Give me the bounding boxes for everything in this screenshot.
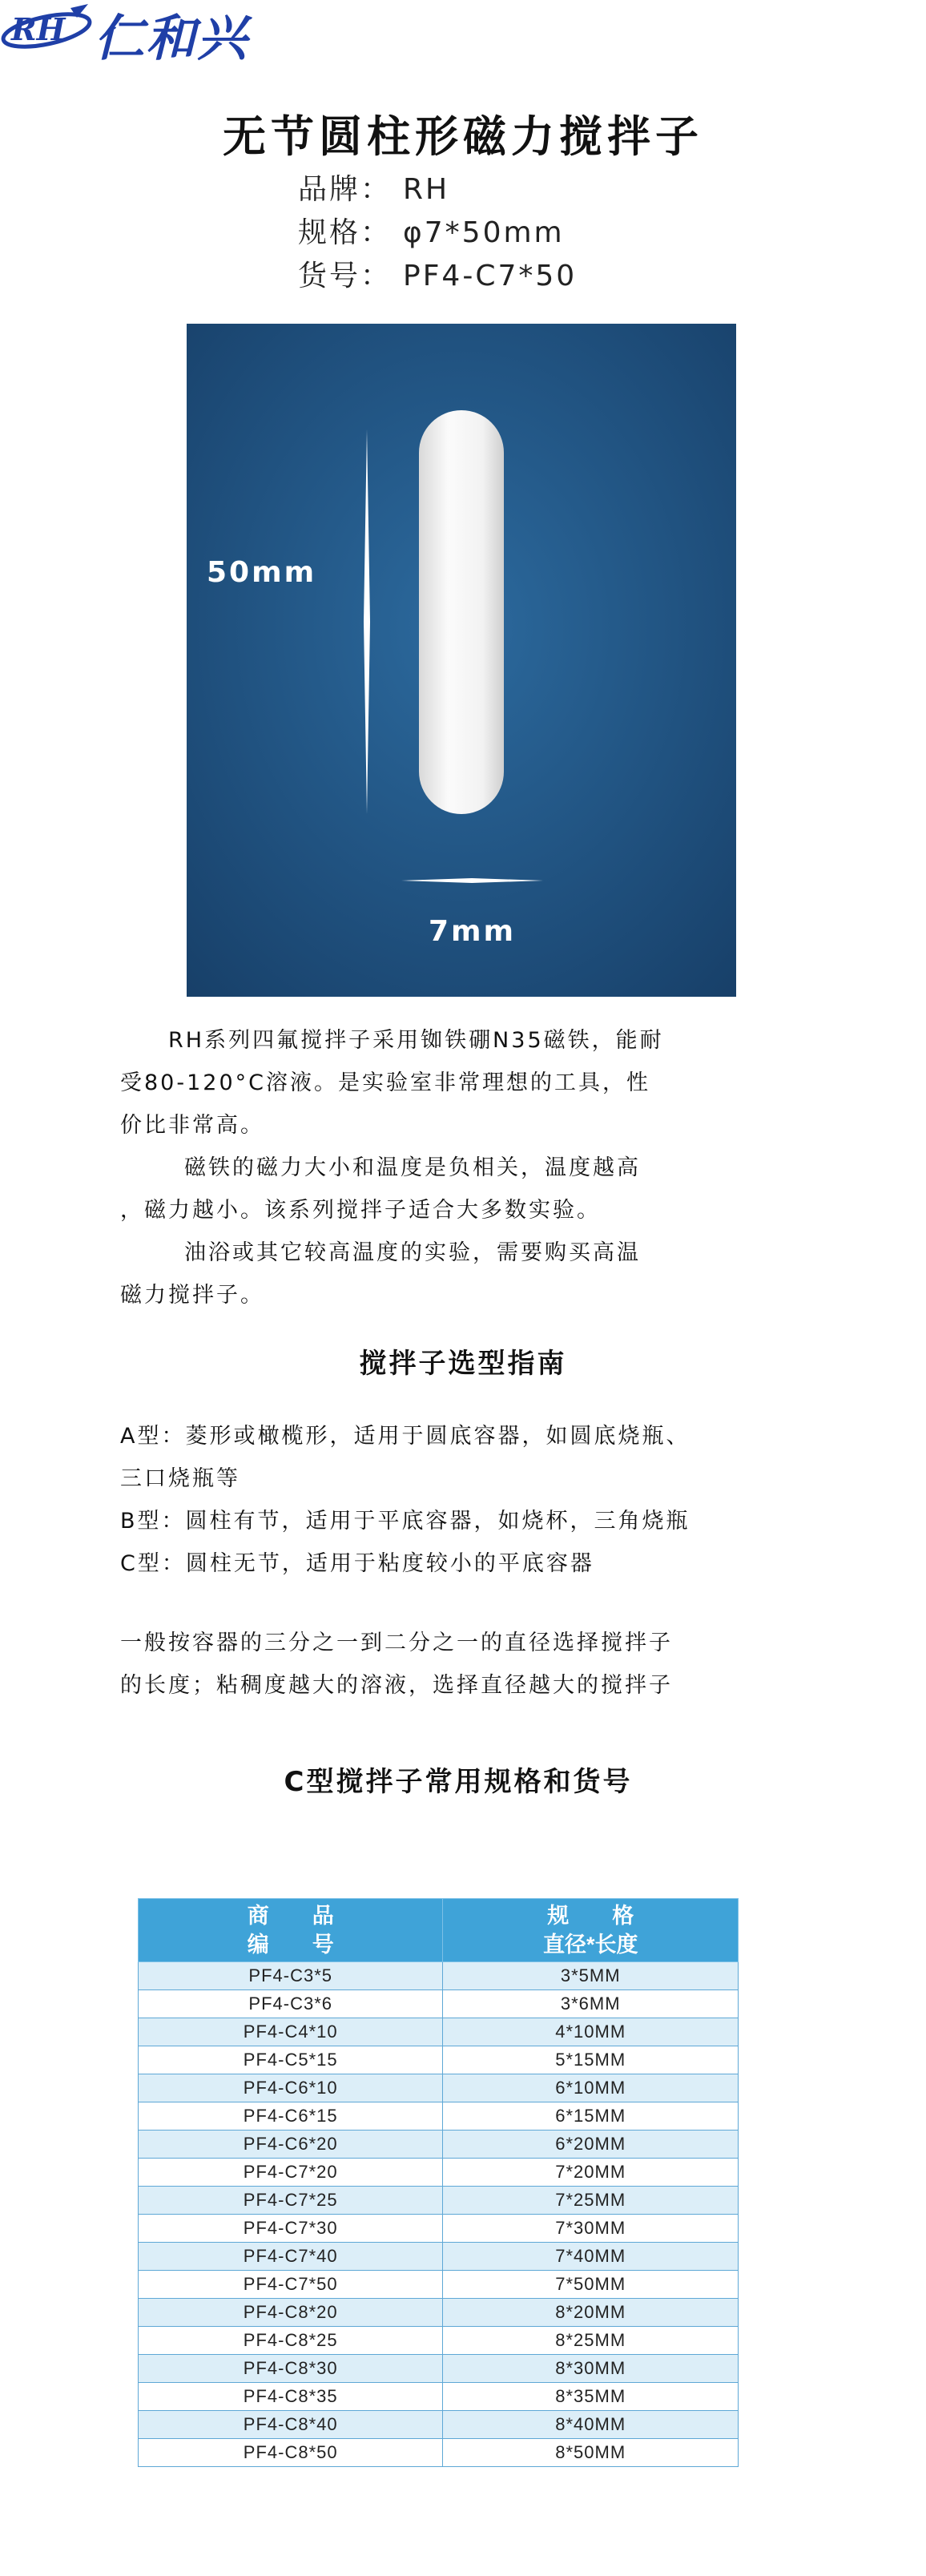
spec-size — [298, 210, 565, 251]
header-spec — [443, 1899, 739, 1962]
table-row — [139, 2355, 739, 2383]
spec-cell: 3*6MM — [443, 1990, 739, 2018]
logo-badge: RH — [11, 11, 66, 47]
stir-bar-shape — [419, 410, 504, 814]
rh-swoosh-logo-icon — [0, 0, 95, 60]
table-row — [139, 2046, 739, 2074]
guide-line: A型：菱形或橄榄形，适用于圆底容器，如圆底烧瓶、 — [120, 1424, 690, 1449]
header-line: 直径*长度 — [542, 1933, 638, 1957]
table-row — [139, 2411, 739, 2439]
table-body — [139, 1962, 739, 2467]
table-row — [139, 2271, 739, 2299]
brand-name: 仁和兴 — [95, 9, 249, 67]
header-line: 商 品 — [247, 1904, 334, 1928]
spec-label: 规格： — [298, 216, 393, 249]
spec-cell: 8*25MM — [443, 2327, 739, 2355]
header-line: 编 号 — [247, 1933, 334, 1957]
item-no-cell: PF4-C7*25 — [139, 2187, 443, 2215]
table-header-row — [139, 1899, 739, 1962]
spec-cell: 5*15MM — [443, 2046, 739, 2074]
spec-label: 货号： — [298, 260, 393, 292]
intro-line: ，磁力越小。该系列搅拌子适合大多数实验。 — [120, 1198, 601, 1223]
guide-line: 三口烧瓶等 — [120, 1466, 240, 1491]
spec-cell: 4*10MM — [443, 2018, 739, 2046]
width-label: 7mm — [429, 915, 517, 948]
length-label: 50mm — [207, 556, 317, 589]
spec-cell: 8*30MM — [443, 2355, 739, 2383]
spec-cell: 6*15MM — [443, 2102, 739, 2131]
item-no-cell: PF4-C8*40 — [139, 2411, 443, 2439]
spec-item-no — [298, 253, 577, 294]
guide-line: C型：圆柱无节，适用于粘度较小的平底容器 — [120, 1551, 594, 1576]
spec-cell: 3*5MM — [443, 1962, 739, 1990]
table-row — [139, 2018, 739, 2046]
intro-text — [120, 1019, 825, 1316]
item-no-cell: PF4-C5*15 — [139, 2046, 443, 2074]
item-no-cell: PF4-C7*20 — [139, 2159, 443, 2187]
guide-line: 一般按容器的三分之一到二分之一的直径选择搅拌子 — [120, 1631, 673, 1655]
header-line: 规 格 — [547, 1904, 634, 1928]
item-no-cell: PF4-C3*6 — [139, 1990, 443, 2018]
spec-cell: 7*30MM — [443, 2215, 739, 2243]
table-heading: C型搅拌子常用规格和货号 — [284, 1766, 633, 1798]
intro-line: 受80-120°C溶液。是实验室非常理想的工具，性 — [120, 1070, 650, 1095]
spec-cell: 8*35MM — [443, 2383, 739, 2411]
table-row — [139, 2102, 739, 2131]
table-row — [139, 2439, 739, 2467]
table-row — [139, 1990, 739, 2018]
table-row — [139, 2327, 739, 2355]
item-no-cell: PF4-C8*20 — [139, 2299, 443, 2327]
header-item-no — [139, 1899, 443, 1962]
intro-line: 油浴或其它较高温度的实验，需要购买高温 — [184, 1240, 641, 1265]
spec-cell: 7*20MM — [443, 2159, 739, 2187]
spec-cell: 8*50MM — [443, 2439, 739, 2467]
intro-line: 磁力搅拌子。 — [120, 1283, 264, 1308]
table-row — [139, 1962, 739, 1990]
spec-value: φ7*50mm — [403, 216, 565, 249]
item-no-cell: PF4-C8*35 — [139, 2383, 443, 2411]
guide-line: 的长度；粘稠度越大的溶液，选择直径越大的搅拌子 — [120, 1673, 673, 1698]
table-row — [139, 2243, 739, 2271]
guide-types — [120, 1415, 825, 1585]
spec-label: 品牌： — [298, 173, 393, 206]
spec-value: RH — [403, 173, 450, 206]
guide-heading: 搅拌子选型指南 — [359, 1348, 567, 1380]
spec-cell: 7*40MM — [443, 2243, 739, 2271]
item-no-cell: PF4-C6*20 — [139, 2131, 443, 2159]
item-no-cell: PF4-C3*5 — [139, 1962, 443, 1990]
item-no-cell: PF4-C6*15 — [139, 2102, 443, 2131]
product-photo — [187, 324, 736, 997]
item-no-cell: PF4-C7*50 — [139, 2271, 443, 2299]
brand-logo — [0, 0, 304, 67]
spec-cell: 8*20MM — [443, 2299, 739, 2327]
item-no-cell: PF4-C8*30 — [139, 2355, 443, 2383]
spec-cell: 7*50MM — [443, 2271, 739, 2299]
spec-cell: 6*10MM — [443, 2074, 739, 2102]
spec-cell: 8*40MM — [443, 2411, 739, 2439]
table-row — [139, 2187, 739, 2215]
intro-line: 价比非常高。 — [120, 1113, 264, 1138]
item-no-cell: PF4-C7*40 — [139, 2243, 443, 2271]
item-no-cell: PF4-C8*50 — [139, 2439, 443, 2467]
spec-cell: 6*20MM — [443, 2131, 739, 2159]
item-no-cell: PF4-C8*25 — [139, 2327, 443, 2355]
item-no-cell: PF4-C7*30 — [139, 2215, 443, 2243]
guide-line: B型：圆柱有节，适用于平底容器，如烧杯，三角烧瓶 — [120, 1509, 690, 1534]
spec-value: PF4-C7*50 — [403, 260, 578, 292]
item-no-cell: PF4-C6*10 — [139, 2074, 443, 2102]
spec-table — [138, 1898, 739, 2467]
page-title: 无节圆柱形磁力搅拌子 — [223, 111, 703, 162]
spec-cell: 7*25MM — [443, 2187, 739, 2215]
table-row — [139, 2074, 739, 2102]
table-row — [139, 2215, 739, 2243]
table-row — [139, 2131, 739, 2159]
guide-advice — [120, 1622, 825, 1707]
intro-line: 磁铁的磁力大小和温度是负相关，温度越高 — [184, 1155, 641, 1180]
table-row — [139, 2383, 739, 2411]
table-row — [139, 2159, 739, 2187]
item-no-cell: PF4-C4*10 — [139, 2018, 443, 2046]
spec-brand — [298, 167, 449, 208]
table-row — [139, 2299, 739, 2327]
intro-line: RH系列四氟搅拌子采用铷铁硼N35磁铁，能耐 — [168, 1028, 664, 1053]
